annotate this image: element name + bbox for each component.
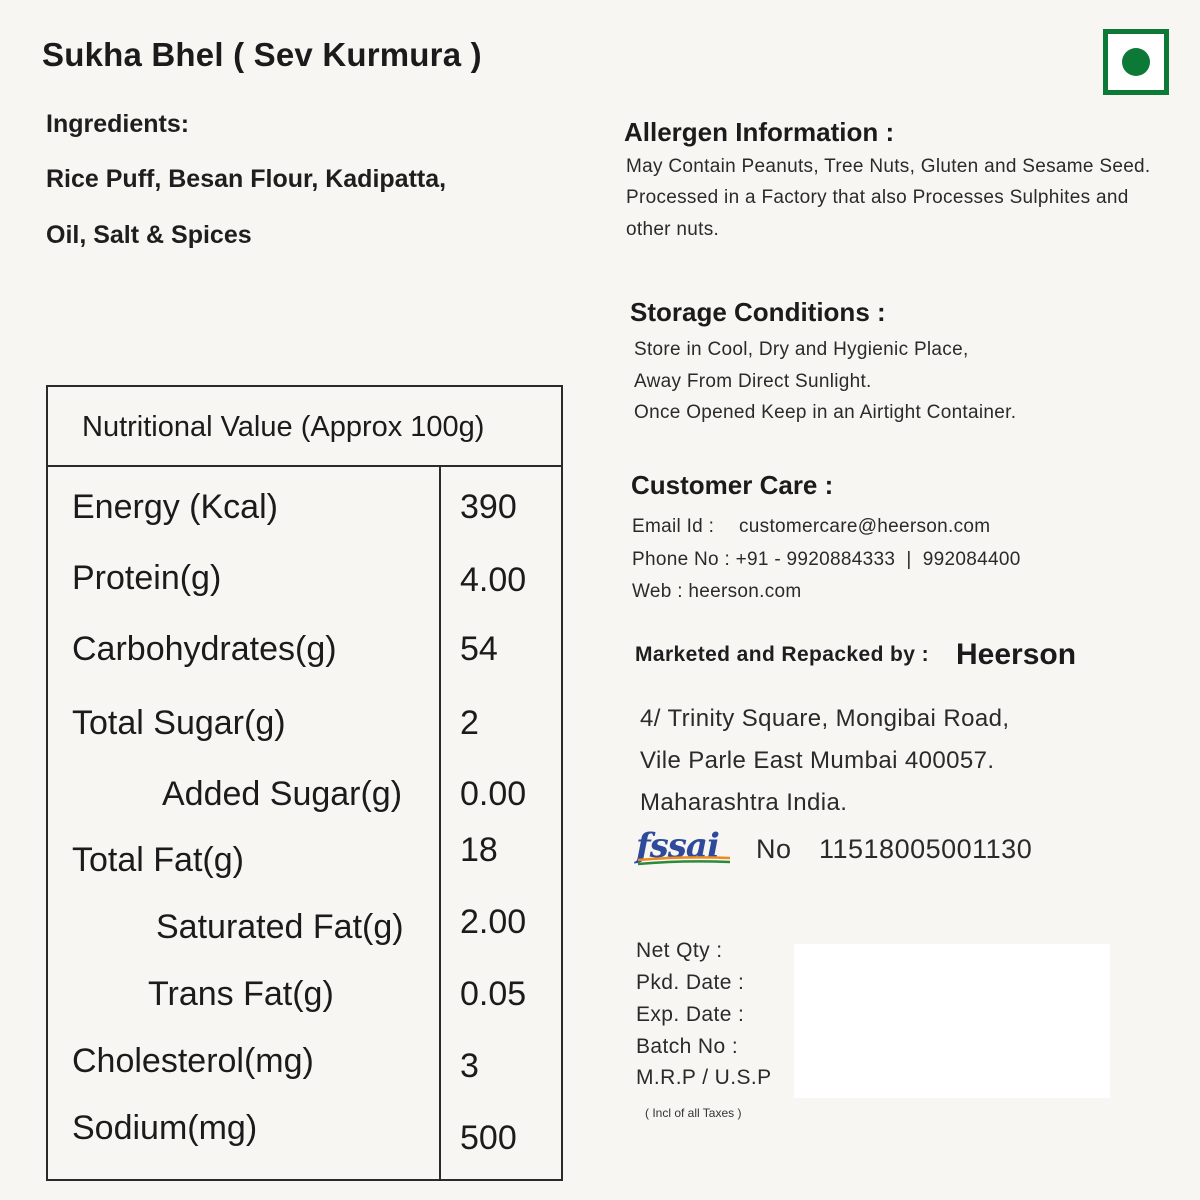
storage-line-3: Once Opened Keep in an Airtight Container. xyxy=(634,402,1017,423)
nutrition-label-added-sugar: Added Sugar(g) xyxy=(162,775,403,813)
nutrition-value-protein: 4.00 xyxy=(460,561,527,599)
address-line-3: Maharashtra India. xyxy=(640,789,848,816)
email-link[interactable]: customercare@heerson.com xyxy=(739,516,991,537)
ingredients-heading: Ingredients: xyxy=(46,110,190,138)
nutrition-label-saturated-fat: Saturated Fat(g) xyxy=(156,908,404,946)
storage-line-2: Away From Direct Sunlight. xyxy=(634,371,872,392)
pkd-date-label: Pkd. Date : xyxy=(636,971,745,994)
marketed-by-label: Marketed and Repacked by : xyxy=(635,643,929,666)
nutrition-label-protein: Protein(g) xyxy=(72,559,222,597)
address-line-2: Vile Parle East Mumbai 400057. xyxy=(640,747,995,774)
tax-note: ( Incl of all Taxes ) xyxy=(645,1106,742,1120)
storage-line-1: Store in Cool, Dry and Hygienic Place, xyxy=(634,339,969,360)
batch-no-label: Batch No : xyxy=(636,1035,739,1058)
brand-name: Heerson xyxy=(956,638,1077,671)
nutrition-label-trans-fat: Trans Fat(g) xyxy=(148,975,334,1013)
fssai-swoosh-icon xyxy=(636,856,732,866)
fssai-number: 11518005001130 xyxy=(819,834,1033,864)
nutrition-label-carbohydrates: Carbohydrates(g) xyxy=(72,630,337,668)
nutrition-value-sodium: 500 xyxy=(460,1119,517,1157)
ingredients-line-2: Oil, Salt & Spices xyxy=(46,221,252,249)
product-title: Sukha Bhel ( Sev Kurmura ) xyxy=(42,36,482,73)
nutrition-value-added-sugar: 0.00 xyxy=(460,775,527,813)
nutrition-value-saturated-fat: 2.00 xyxy=(460,903,527,941)
address-line-1: 4/ Trinity Square, Mongibai Road, xyxy=(640,705,1010,732)
allergen-line-2: Processed in a Factory that also Processes Sulphites and xyxy=(626,187,1129,208)
nutrition-label-total-sugar: Total Sugar(g) xyxy=(72,704,286,742)
nutrition-label-cholesterol: Cholesterol(mg) xyxy=(72,1042,314,1080)
fssai-no-label: No xyxy=(756,834,792,864)
nutrition-value-carbohydrates: 54 xyxy=(460,630,498,668)
veg-dot xyxy=(1122,48,1150,76)
allergen-line-1: May Contain Peanuts, Tree Nuts, Gluten and Sesame Seed. xyxy=(626,156,1151,177)
web-link[interactable]: Web : heerson.com xyxy=(632,581,802,602)
nutrition-column-divider xyxy=(439,467,441,1179)
nutrition-table xyxy=(46,385,563,1181)
net-qty-label: Net Qty : xyxy=(636,939,723,962)
nutrition-value-energy: 390 xyxy=(460,488,517,526)
nutrition-value-total-sugar: 2 xyxy=(460,704,479,742)
nutrition-label-total-fat: Total Fat(g) xyxy=(72,841,244,879)
nutrition-title: Nutritional Value (Approx 100g) xyxy=(82,411,485,443)
nutrition-table-header xyxy=(48,387,561,467)
exp-date-label: Exp. Date : xyxy=(636,1003,745,1026)
storage-heading: Storage Conditions : xyxy=(630,297,886,327)
allergen-heading: Allergen Information : xyxy=(624,117,895,147)
email-label: Email Id : xyxy=(632,516,715,537)
mrp-label: M.R.P / U.S.P xyxy=(636,1066,772,1089)
allergen-line-3: other nuts. xyxy=(626,219,720,240)
customer-care-heading: Customer Care : xyxy=(631,470,834,500)
batch-info-box xyxy=(794,944,1110,1098)
nutrition-value-trans-fat: 0.05 xyxy=(460,975,527,1013)
veg-symbol-icon xyxy=(1103,29,1169,95)
nutrition-label-sodium: Sodium(mg) xyxy=(72,1109,258,1147)
ingredients-line-1: Rice Puff, Besan Flour, Kadipatta, xyxy=(46,165,447,193)
nutrition-value-total-fat: 18 xyxy=(460,831,498,869)
phone-numbers: Phone No : +91 - 9920884333 | 992084400 xyxy=(632,549,1021,570)
fssai-logo-icon xyxy=(636,826,736,866)
nutrition-label-energy: Energy (Kcal) xyxy=(72,488,278,526)
nutrition-value-cholesterol: 3 xyxy=(460,1047,479,1085)
fssai-logo-text: fssai xyxy=(636,826,719,866)
